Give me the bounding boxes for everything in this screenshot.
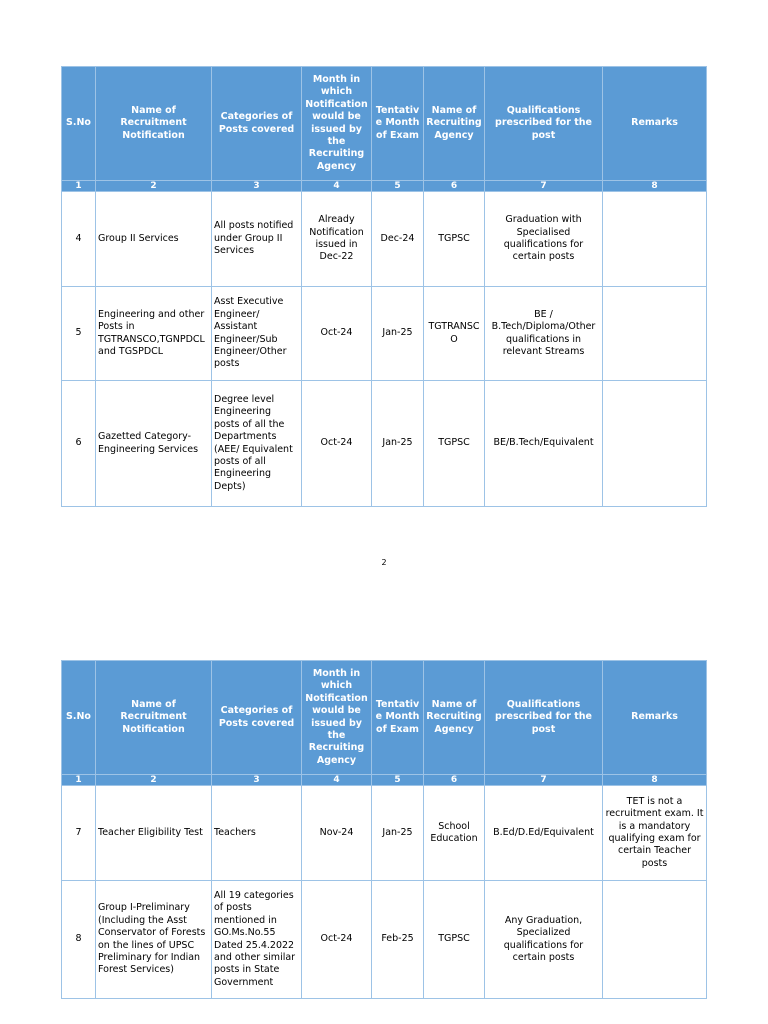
column-number: 5 xyxy=(372,775,424,786)
column-number: 1 xyxy=(62,181,96,192)
cell-remarks: TET is not a recruitment exam. It is a mandatory qualifying exam for certain Teacher posts xyxy=(603,786,707,881)
cell-categories: All 19 categories of posts mentioned in GO.Ms.No.55 Dated 25.4.2022 and other similar posts in State Government xyxy=(212,881,302,999)
cell-exam: Feb-25 xyxy=(372,881,424,999)
column-number-row xyxy=(62,775,707,786)
cell-exam: Jan-25 xyxy=(372,381,424,507)
column-number: 2 xyxy=(96,181,212,192)
table-row xyxy=(62,381,707,507)
table-row xyxy=(62,192,707,287)
column-number: 8 xyxy=(603,181,707,192)
cell-name: Group I-Preliminary (Including the Asst Conservator of Forests on the lines of UPSC Preliminary for Indian Forest Services) xyxy=(96,881,212,999)
cell-remarks xyxy=(603,287,707,381)
cell-categories: All posts notified under Group II Services xyxy=(212,192,302,287)
cell-agency: TGPSC xyxy=(424,381,485,507)
cell-exam: Dec-24 xyxy=(372,192,424,287)
column-number: 3 xyxy=(212,775,302,786)
cell-remarks xyxy=(603,381,707,507)
page-number: 2 xyxy=(381,558,387,567)
table-row xyxy=(62,881,707,999)
table-row xyxy=(62,287,707,381)
cell-categories: Degree level Engineering posts of all the Departments (AEE/ Equivalent posts of all Engineering Depts) xyxy=(212,381,302,507)
column-number: 4 xyxy=(302,181,372,192)
cell-categories: Teachers xyxy=(212,786,302,881)
cell-remarks xyxy=(603,881,707,999)
cell-remarks xyxy=(603,192,707,287)
header-agency: Name of Recruiting Agency xyxy=(424,67,485,181)
header-qualifications: Qualifications prescribed for the post xyxy=(485,661,603,775)
column-number: 8 xyxy=(603,775,707,786)
cell-qualifications: B.Ed/D.Ed/Equivalent xyxy=(485,786,603,881)
header-sno: S.No xyxy=(62,661,96,775)
cell-agency: TGPSC xyxy=(424,192,485,287)
cell-categories: Asst Executive Engineer/ Assistant Engineer/Sub Engineer/Other posts xyxy=(212,287,302,381)
header-name: Name of Recruitment Notification xyxy=(96,661,212,775)
cell-name: Gazetted Category-Engineering Services xyxy=(96,381,212,507)
cell-month: Oct-24 xyxy=(302,381,372,507)
column-number: 3 xyxy=(212,181,302,192)
cell-qualifications: BE/B.Tech/Equivalent xyxy=(485,381,603,507)
cell-name: Engineering and other Posts in TGTRANSCO,TGNPDCL and TGSPDCL xyxy=(96,287,212,381)
header-sno: S.No xyxy=(62,67,96,181)
cell-qualifications: Graduation with Specialised qualifications for certain posts xyxy=(485,192,603,287)
header-remarks: Remarks xyxy=(603,67,707,181)
recruitment-table-2 xyxy=(61,660,707,999)
cell-sno: 8 xyxy=(62,881,96,999)
cell-qualifications: Any Graduation, Specialized qualifications for certain posts xyxy=(485,881,603,999)
header-name: Name of Recruitment Notification xyxy=(96,67,212,181)
cell-sno: 5 xyxy=(62,287,96,381)
column-number: 7 xyxy=(485,775,603,786)
header-categories: Categories of Posts covered xyxy=(212,67,302,181)
cell-name: Teacher Eligibility Test xyxy=(96,786,212,881)
cell-month: Oct-24 xyxy=(302,287,372,381)
cell-sno: 4 xyxy=(62,192,96,287)
header-agency: Name of Recruiting Agency xyxy=(424,661,485,775)
header-row xyxy=(62,661,707,775)
column-number: 2 xyxy=(96,775,212,786)
column-number: 1 xyxy=(62,775,96,786)
header-tentative: Tentative Month of Exam xyxy=(372,67,424,181)
recruitment-table-1 xyxy=(61,66,707,507)
header-row xyxy=(62,67,707,181)
column-number-row xyxy=(62,181,707,192)
column-number: 5 xyxy=(372,181,424,192)
column-number: 4 xyxy=(302,775,372,786)
cell-name: Group II Services xyxy=(96,192,212,287)
cell-month: Oct-24 xyxy=(302,881,372,999)
cell-sno: 6 xyxy=(62,381,96,507)
header-categories: Categories of Posts covered xyxy=(212,661,302,775)
column-number: 7 xyxy=(485,181,603,192)
column-number: 6 xyxy=(424,775,485,786)
cell-qualifications: BE / B.Tech/Diploma/Other qualifications in relevant Streams xyxy=(485,287,603,381)
header-month: Month in which Notification would be issued by the Recruiting Agency xyxy=(302,67,372,181)
cell-sno: 7 xyxy=(62,786,96,881)
cell-month: Nov-24 xyxy=(302,786,372,881)
cell-agency: School Education xyxy=(424,786,485,881)
cell-exam: Jan-25 xyxy=(372,287,424,381)
column-number: 6 xyxy=(424,181,485,192)
header-month: Month in which Notification would be issued by the Recruiting Agency xyxy=(302,661,372,775)
table-row xyxy=(62,786,707,881)
cell-agency: TGTRANSCO xyxy=(424,287,485,381)
header-remarks: Remarks xyxy=(603,661,707,775)
cell-exam: Jan-25 xyxy=(372,786,424,881)
header-tentative: Tentative Month of Exam xyxy=(372,661,424,775)
header-qualifications: Qualifications prescribed for the post xyxy=(485,67,603,181)
cell-agency: TGPSC xyxy=(424,881,485,999)
cell-month: Already Notification issued in Dec-22 xyxy=(302,192,372,287)
